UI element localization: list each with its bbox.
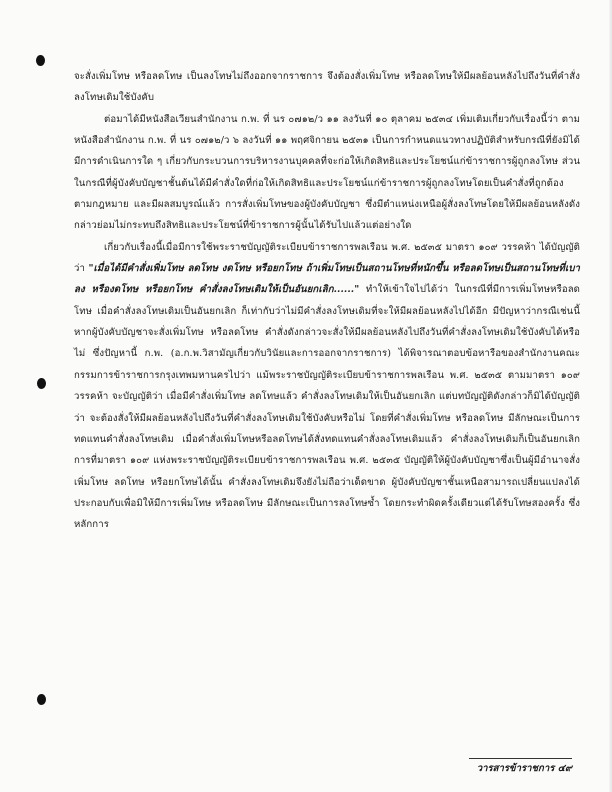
punch-hole-mark <box>37 378 46 389</box>
paragraph-3-body: ทำให้เข้าใจไปได้ว่า ในกรณีที่มีการเพิ่มโทษหรือลดโทษ เมื่อคำสั่งลงโทษเดิมเป็นอันยกเลิก ก็เท่ากับว่าไม่มีคำสั่งลงโทษเดิมที่จะให้มีผลย้อนหลังไปได้อีก มีปัญหาว่ากรณีเช่นนี้ หากผู้บังคับบัญชาจะสั่งเพิ่มโทษ หรือลดโทษ คำสั่งดังกล่าวจะสั่งให้มีผลย้อนหลังไปถึงวันที่คำสั่งลงโทษเดิมใช้บังคับได้หรือไม่ ซึ่งปัญหานี้ ก.พ. (อ.ก.พ.วิสามัญเกี่ยวกับวินัยและการออกจากราชการ) ได้พิจารณาตอบข้อหารือของสำนักงานคณะกรรมการข้าราชการกรุงเทพมหานครไปว่า แม้พระราชบัญญัติระเบียบข้าราชการพลเรือน พ.ศ. ๒๕๓๕ ตามมาตรา ๑๐๙ วรรคห้า จะบัญญัติว่า เมื่อมีคำสั่งเพิ่มโทษ ลดโทษแล้ว คำสั่งลงโทษเดิมให้เป็นอันยกเลิก แต่บทบัญญัติดังกล่าวก็มิได้บัญญัติว่า จะต้องสั่งให้มีผลย้อนหลังไปถึงวันที่คำสั่งลงโทษเดิมใช้บังคับหรือไม่ โดยที่คำสั่งเพิ่มโทษ หรือลดโทษ มีลักษณะเป็นการทดแทนคำสั่งลงโทษเดิม เมื่อคำสั่งเพิ่มโทษหรือลดโทษได้สั่งทดแทนคำสั่งลงโทษเดิมแล้ว คำสั่งลงโทษเดิมก็เป็นอันยกเลิก การที่มาตรา ๑๐๙ แห่งพระราชบัญญัติระเบียบข้าราชการพลเรือน พ.ศ. ๒๕๓๕ บัญญัติให้ผู้บังคับบัญชาซึ่งเป็นผู้มีอำนาจสั่งเพิ่มโทษ ลดโทษ หรือยกโทษได้นั้น คำสั่งลงโทษเดิมจึงยังไม่ถือว่าเด็ดขาด ผู้บังคับบัญชาชั้นเหนือสามารถเปลี่ยนแปลงได้ ประกอบกับเพื่อมิให้มีการเพิ่มโทษ หรือลดโทษ มีลักษณะเป็นการลงโทษซ้ำ โดยกระทำผิดครั้งเดียวแต่ได้รับโทษสองครั้ง ซึ่งหลักการ <box>74 284 580 531</box>
punch-hole-mark <box>37 694 46 705</box>
paragraph-2: ต่อมาได้มีหนังสือเวียนสำนักงาน ก.พ. ที่ นร ๐๗๑๒/ว ๑๑ ลงวันที่ ๑๐ ตุลาคม ๒๕๓๔ เพิ่มเติมเกี่ยวกับเรื่องนี้ว่า ตามหนังสือสำนักงาน ก.พ. ที่ นร ๐๗๑๒/ว ๖ ลงวันที่ ๑๑ พฤศจิกายน ๒๕๓๑ เป็นการกำหนดแนวทางปฏิบัติสำหรับกรณีที่ยังมิได้มีการดำเนินการใด ๆ เกี่ยวกับกระบวนการบริหารงานบุคคลที่จะก่อให้เกิดสิทธิและประโยชน์แก่ข้าราชการผู้ถูกลงโทษ ส่วนในกรณีที่ผู้บังคับบัญชาชั้นต้นได้มีคำสั่งใดที่ก่อให้เกิดสิทธิและประโยชน์แก่ข้าราชการผู้ถูกลงโทษโดยเป็นคำสั่งที่ถูกต้องตามกฎหมาย และมีผลสมบูรณ์แล้ว การสั่งเพิ่มโทษของผู้บังคับบัญชา ซึ่งมีตำแหน่งเหนือผู้สั่งลงโทษโดยให้มีผลย้อนหลังดังกล่าวย่อมไม่กระทบถึงสิทธิและประโยชน์ที่ข้าราชการผู้นั้นได้รับไปแล้วแต่อย่างใด <box>74 113 580 232</box>
law-quote: "เมื่อได้มีคำสั่งเพิ่มโทษ ลดโทษ งดโทษ หรือยกโทษ ถ้าเพิ่มโทษเป็นสถานโทษที่หนักขึ้น หรือลดโทษเป็นสถานโทษที่เบาลง หรืองดโทษ หรือยกโทษ คำสั่งลงโทษเดิมให้เป็นอันยกเลิก......" <box>74 263 581 296</box>
paragraph-1: จะสั่งเพิ่มโทษ หรือลดโทษ เป็นลงโทษไม่ถึงออกจากราชการ จึงต้องสั่งเพิ่มโทษ หรือลดโทษให้มีผลย้อนหลังไปถึงวันที่คำสั่งลงโทษเดิมใช้บังคับ <box>74 71 580 104</box>
paragraph-3 <box>74 237 580 536</box>
paragraph-3-intro: เกี่ยวกับเรื่องนี้เมื่อมีการใช้พระราชบัญญัติระเบียบข้าราชการพลเรือน พ.ศ. ๒๕๓๕ มาตรา ๑๐๙ วรรคห้า ได้บัญญัติว่า <box>74 241 580 275</box>
punch-hole-mark <box>36 55 45 66</box>
body-text <box>74 66 580 536</box>
journal-footer: วารสารข้าราชการ ๔๙ <box>469 758 572 776</box>
